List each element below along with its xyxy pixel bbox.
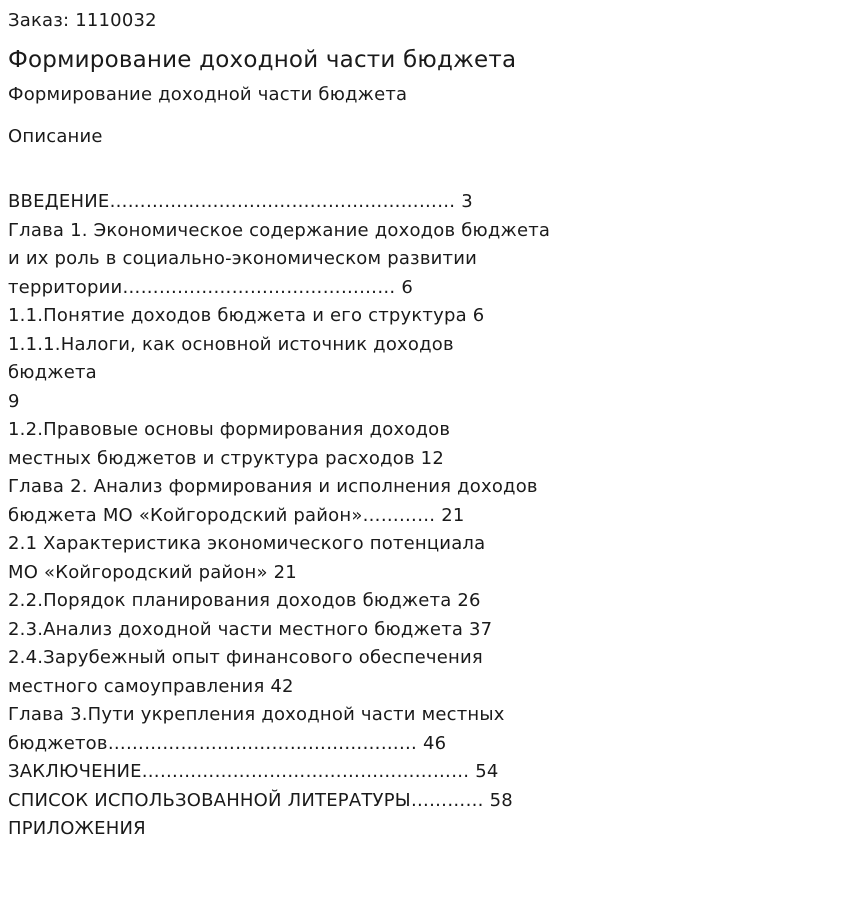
toc-line: МО «Койгородский район» 21 — [8, 561, 297, 583]
toc-line: бюджета МО «Койгородский район»………… 21 — [8, 504, 465, 526]
toc-line: 2.4.Зарубежный опыт финансового обеспечения — [8, 647, 483, 668]
toc-line: Глава 3.Пути укрепления доходной части местных — [8, 704, 505, 725]
toc-line: и их роль в социально-экономическом развитии — [8, 248, 478, 269]
toc-line: ПРИЛОЖЕНИЯ — [8, 818, 146, 839]
order-number: Заказ: 1110032 — [8, 10, 157, 31]
toc-line: местного самоуправления 42 — [8, 675, 294, 697]
toc-line: СПИСОК ИСПОЛЬЗОВАННОЙ ЛИТЕРАТУРЫ………… 58 — [8, 789, 513, 811]
page-title: Формирование доходной части бюджета — [8, 47, 517, 73]
toc-line: 2.3.Анализ доходной части местного бюджета 37 — [8, 618, 493, 640]
toc-line: местных бюджетов и структура расходов 12 — [8, 447, 444, 469]
toc-line: бюджетов…………………………………………… 46 — [8, 732, 447, 754]
toc-line: 1.1.Понятие доходов бюджета и его структура 6 — [8, 305, 485, 326]
page-subtitle: Формирование доходной части бюджета — [8, 84, 408, 105]
toc-line: 1.1.1.Налоги, как основной источник доходов — [8, 333, 454, 355]
toc-line: Глава 1. Экономическое содержание доходов бюджета — [8, 219, 551, 241]
toc-line: ЗАКЛЮЧЕНИЕ……………………………………………… 54 — [8, 761, 499, 782]
toc-line: ВВЕДЕНИЕ………………………………………………… 3 — [8, 191, 473, 212]
toc-line: 1.2.Правовые основы формирования доходов — [8, 419, 451, 440]
toc-line: 2.2.Порядок планирования доходов бюджета 26 — [8, 590, 481, 611]
toc-line: 9 — [8, 390, 20, 412]
toc-line: Глава 2. Анализ формирования и исполнения доходов — [8, 476, 538, 497]
table-of-contents — [8, 188, 839, 844]
toc-line: 2.1 Характеристика экономического потенциала — [8, 533, 486, 554]
toc-line: территории……………………………………… 6 — [8, 276, 414, 298]
toc-line: бюджета — [8, 362, 97, 383]
description-heading: Описание — [8, 126, 103, 147]
